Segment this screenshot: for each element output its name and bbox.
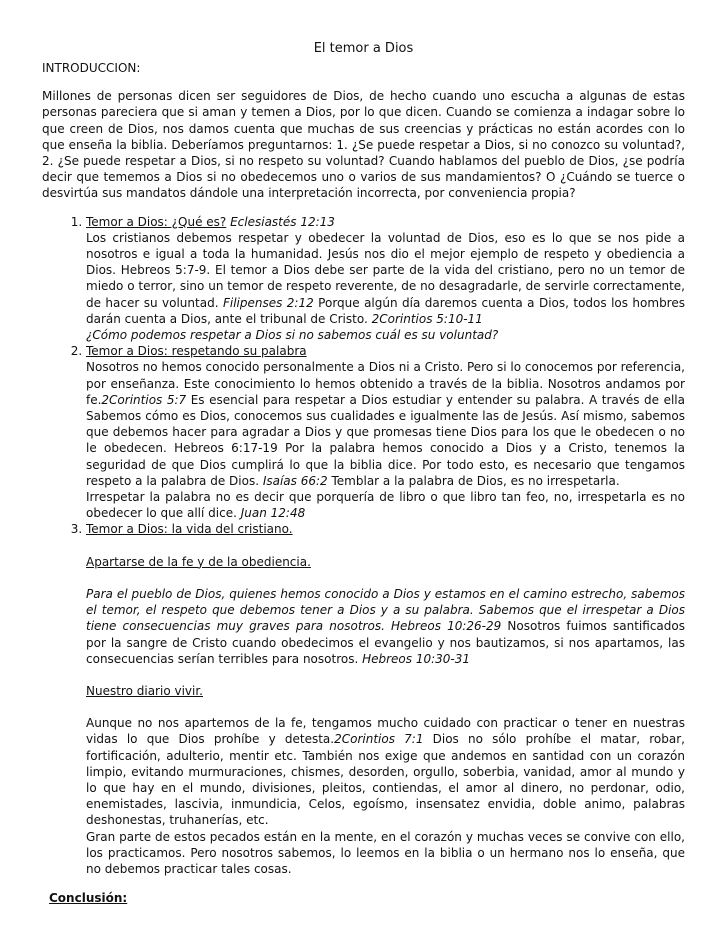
section-1-heading-ref: Eclesiastés 12:13: [226, 214, 335, 229]
subsection-1-text: Nosotros fuimos santificados por la sangre de Cristo cuando obedecimos el evangelio y nos bautizamos, si nos apartamos, las consecuencias serían terribles para nosotros.: [86, 619, 685, 666]
section-1-ref-1: Filipenses 2:12: [222, 295, 314, 310]
spacer: [86, 538, 685, 554]
conclusion-heading: Conclusión:: [49, 891, 128, 906]
subsection-1-heading: Apartarse de la fe y de la obediencia.: [86, 554, 311, 569]
section-3-heading: Temor a Dios: la vida del cristiano.: [86, 522, 293, 537]
subsection-2-ref: 2Corintios 7:1: [334, 732, 424, 747]
section-2-ref-3: Juan 12:48: [240, 506, 306, 521]
sections-list: [42, 214, 685, 878]
section-2: [86, 343, 685, 521]
section-1-paragraph: [86, 230, 685, 327]
section-3: [86, 521, 685, 877]
section-1-question: ¿Cómo podemos respetar a Dios si no sabemos cuál es su voluntad?: [86, 328, 499, 343]
subsection-1-italic-text: Para el pueblo de Dios, quienes hemos conocido a Dios y estamos en el camino estrecho, sabemos el temor, el respeto que debemos tener a Dios y a su palabra. Sabemos que el irrespetar a Dios tiene consecuencias muy graves para nosotros. Hebreos 10:26-29: [86, 586, 685, 634]
section-2-heading: Temor a Dios: respetando su palabra: [86, 344, 307, 359]
subsection-2-heading: Nuestro diario vivir.: [86, 683, 203, 698]
subsection-2-text-b: Dios no sólo prohíbe el matar, robar, fortificación, adulterio, mentir etc. También nos exige que andemos en santidad con un corazón limpio, evitando murmuraciones, chismes, desorden, orgullo, soberbia, vanidad, amor al mundo y lo que hay en el mundo, divisiones, pleitos, contiendas, el amor al dinero, no perdonar, odio, enemistades, lascivia, inmundicia, Celos, egoísmo, insensatez envidia, doble animo, palabras deshonestas, truhanerías, etc.: [86, 732, 685, 828]
section-2-text-d: Irrespetar la palabra no es decir que porquería de libro o que libro tan feo, no, irrespetarla es no obedecer lo que allí dice.: [86, 490, 685, 521]
intro-heading: INTRODUCCION:: [42, 61, 141, 75]
intro-paragraph: Millones de personas dicen ser seguidores de Dios, de hecho cuando uno escucha a algunas de estas personas pareciera que si aman y temen a Dios, por lo que dicen. Cuando se comienza a indagar sobre lo que creen de Dios, nos damos cuenta que muchas de sus creencias y prácticas no están acordes con lo que enseña la biblia. Deberíamos preguntarnos: 1. ¿Se puede respetar a Dios, si no conozco su voluntad?, 2. ¿Se puede respetar a Dios, si no respeto su voluntad? Cuando hablamos del pueblo de Dios, ¿se podría decir que tememos a Dios si no obedecemos uno o varios de sus mandamientos? O ¿Cuándo se tuerce o desvirtúa sus mandatos dándole una interpretación incorrecta, por conveniencia propia?: [42, 89, 685, 201]
subsection-2-paragraph-2: Gran parte de estos pecados están en la mente, en el corazón y muchas veces se convive con ello, los practicamos. Pero nosotros sabemos, lo leemos en la biblia o un hermano nos lo enseña, que no debemos practicar tales cosas.: [86, 829, 685, 876]
section-2-ref-1: 2Corintios 5:7: [101, 392, 187, 407]
subsection-1-ref: Hebreos 10:30-31: [362, 651, 471, 666]
section-2-text-a: Nosotros no hemos conocido personalmente a Dios ni a Cristo. Pero si lo conocemos por referencia, por enseñanza. Este conocimiento lo hemos obtenido a través de la biblia. Nosotros andamos por fe.: [86, 360, 685, 407]
section-2-paragraph-1: [86, 359, 685, 489]
section-1-ref-2: 2Corintios 5:10-11: [371, 311, 483, 326]
section-1: [86, 214, 685, 344]
spacer: [86, 699, 685, 715]
section-2-ref-2: Isaías 66:2: [262, 473, 328, 488]
spacer: [86, 570, 685, 586]
section-1-text-b: Porque algún día daremos cuenta a Dios, todos los hombres darán cuenta a Dios, ante el tribunal de Cristo.: [86, 295, 685, 326]
subsection-2-paragraph-1: [86, 715, 685, 828]
subsection-2-text-a: Aunque no nos apartemos de la fe, tengamos mucho cuidado con practicar o tener en nuestras vidas lo que Dios prohíbe y detesta.: [86, 716, 685, 747]
spacer: [86, 667, 685, 683]
subsection-1-paragraph: [86, 586, 685, 667]
document-title: El temor a Dios: [313, 41, 414, 56]
section-1-text-a: Los cristianos debemos respetar y obedecer la voluntad de Dios, eso es lo que se nos pide a nosotros e igual a toda la humanidad. Jesús nos dio el mejor ejemplo de respeto y obediencia a Dios. Hebreos 5:7-9. El temor a Dios debe ser parte de la vida del cristiano, pero no un temor de miedo o terror, sino un temor de respeto reverente, de no desagradarle, de servirle correctamente, de hacer su voluntad.: [86, 230, 685, 310]
section-2-text-c: Temblar a la palabra de Dios, es no irrespetarla.: [327, 473, 620, 488]
section-1-heading: Temor a Dios: ¿Qué es?: [86, 214, 227, 229]
section-2-text-b: Es esencial para respetar a Dios estudiar y entender su palabra. A través de ella Sabemos cómo es Dios, conocemos sus cualidades e igualmente las de Jesús. Así mismo, sabemos que debemos hacer para agradar a Dios y que promesas tiene Dios para los que le obedecen o no le obedecen. Hebreos 6:17-19 Por la palabra hemos conocido a Dios y a Cristo, tenemos la seguridad de que Dios cumplirá lo que la biblia dice. Por todo esto, es necesario que tengamos respeto a la palabra de Dios.: [86, 392, 685, 488]
section-2-paragraph-2: [86, 489, 685, 521]
